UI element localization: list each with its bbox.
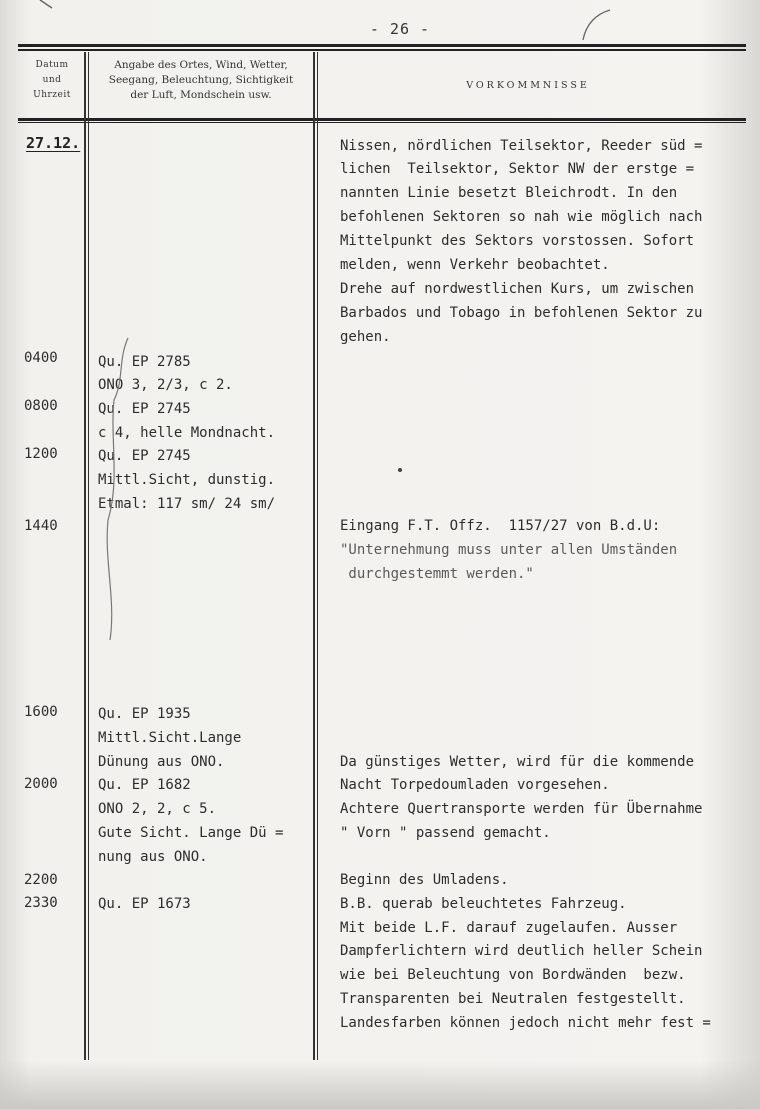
- vork-line: Nissen, nördlichen Teilsektor, Reeder süd =: [340, 138, 703, 154]
- vork-line: Achtere Quertransporte werden für Übernahme: [340, 801, 703, 817]
- bottom-shadow: [0, 1060, 760, 1109]
- header-rule-second: [18, 122, 746, 123]
- vork-line: Landesfarben können jedoch nicht mehr fest =: [340, 1015, 711, 1031]
- vork-line: Da günstiges Wetter, wird für die kommende: [340, 754, 695, 770]
- time-1600: 1600: [24, 704, 58, 720]
- angabe-line: Mittl.Sicht, dunstig.: [98, 472, 276, 488]
- vork-line: Eingang F.T. Offz. 1157/27 von B.d.U:: [340, 518, 661, 534]
- vork-line: melden, wenn Verkehr beobachtet.: [340, 257, 610, 273]
- vork-line: Dampferlichtern wird deutlich heller Schein: [340, 943, 703, 959]
- vork-line: Transparenten bei Neutralen festgestellt.: [340, 991, 686, 1007]
- vork-line: Beginn des Umladens.: [340, 872, 509, 888]
- angabe-line: Mittl.Sicht.Lange: [98, 730, 242, 746]
- vork-line: Mittelpunkt des Sektors vorstossen. Sofort: [340, 233, 695, 249]
- header-datum-line-3: Uhrzeit: [33, 90, 71, 100]
- vork-line: Barbados und Tobago in befohlenen Sektor zu: [340, 305, 703, 321]
- top-rule-second: [18, 49, 746, 51]
- angabe-line: Dünung aus ONO.: [98, 754, 225, 770]
- time-2000: 2000: [24, 776, 58, 792]
- time-2330: 2330: [24, 895, 58, 911]
- top-rule: [18, 44, 746, 47]
- header-datum: [20, 58, 84, 103]
- vork-line: wie bei Beleuchtung von Bordwänden bezw.: [340, 967, 686, 983]
- angabe-line: Qu. EP 2745: [98, 401, 191, 417]
- vork-line: Mit beide L.F. darauf zugelaufen. Ausser: [340, 920, 678, 936]
- vork-line: durchgestemmt werden.": [340, 566, 534, 582]
- angabe-line: Qu. EP 1682: [98, 777, 191, 793]
- vork-line: Nacht Torpedoumladen vorgesehen.: [340, 777, 610, 793]
- angabe-line: ONO 3, 2/3, c 2.: [98, 377, 233, 393]
- vork-line: " Vorn " passend gemacht.: [340, 825, 551, 841]
- vork-line: nannten Linie besetzt Bleichrodt. In den: [340, 185, 678, 201]
- angabe-line: Gute Sicht. Lange Dü =: [98, 825, 284, 841]
- vork-line: B.B. querab beleuchtetes Fahrzeug.: [340, 896, 627, 912]
- angabe-line: c 4, helle Mondnacht.: [98, 425, 276, 441]
- header-rule: [18, 118, 746, 121]
- angabe-line: Qu. EP 1935: [98, 706, 191, 722]
- angabe-line: Qu. EP 2785: [98, 354, 191, 370]
- vork-line: "Unternehmung muss unter allen Umständen: [340, 542, 678, 558]
- header-datum-line-1: Datum: [35, 60, 69, 70]
- time-0400: 0400: [24, 350, 58, 366]
- header-angabe-line-3: der Luft, Mondschein usw.: [130, 89, 272, 101]
- header-vorkommnisse: VORKOMMNISSE: [466, 80, 590, 91]
- angabe-line: Etmal: 117 sm/ 24 sm/: [98, 496, 276, 512]
- angabe-line: Qu. EP 2745: [98, 448, 191, 464]
- header-angabe-line-2: Seegang, Beleuchtung, Sichtigkeit: [108, 74, 294, 86]
- time-0800: 0800: [24, 398, 58, 414]
- time-1440: 1440: [24, 518, 58, 534]
- column-divider-2: [313, 52, 315, 1060]
- time-2200: 2200: [24, 872, 58, 888]
- angabe-line: Qu. EP 1673: [98, 896, 191, 912]
- page-number: - 26 -: [369, 20, 431, 38]
- column-divider-2b: [317, 52, 318, 1060]
- column-divider-1: [84, 52, 86, 1060]
- time-1200: 1200: [24, 446, 58, 462]
- vork-line: gehen.: [340, 329, 391, 345]
- header-angabe-line-1: Angabe des Ortes, Wind, Wetter,: [114, 59, 288, 71]
- angabe-line: ONO 2, 2, c 5.: [98, 801, 217, 817]
- vork-line: befohlenen Sektoren so nah wie möglich nach: [340, 209, 703, 225]
- vork-line: Drehe auf nordwestlichen Kurs, um zwischen: [340, 281, 695, 297]
- angabe-line: nung aus ONO.: [98, 849, 208, 865]
- header-angabe: [90, 58, 312, 103]
- entry-date: 27.12.: [26, 134, 81, 152]
- header-datum-line-2: und: [42, 75, 62, 85]
- vork-line: lichen Teilsektor, Sektor NW der erstge =: [340, 161, 695, 177]
- column-divider-1b: [88, 52, 89, 1060]
